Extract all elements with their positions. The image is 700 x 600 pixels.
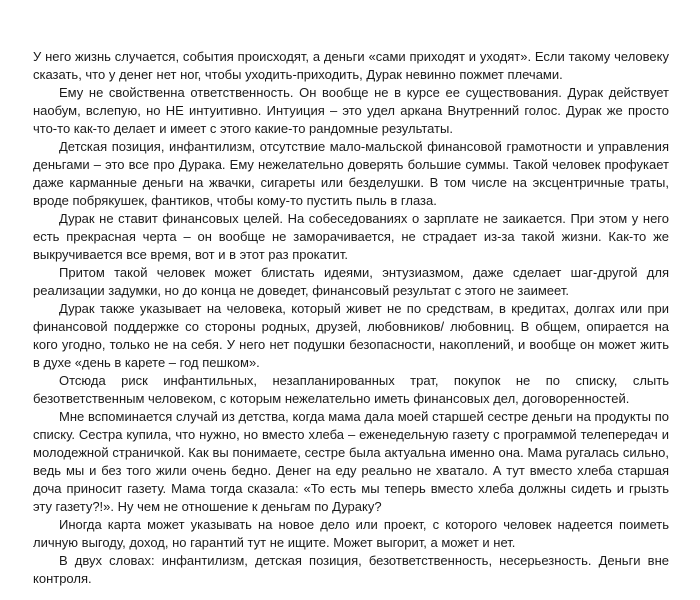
paragraph-new-project: Иногда карта может указывать на новое дело или проект, с которого человек надеется поиметь личную выгоду, доход, но гарантий тут не ищите. Может выгорит, а может и нет. [33, 517, 669, 550]
paragraph-intro: У него жизнь случается, события происходят, а деньги «сами приходят и уходят». Если такому человеку сказать, что у денег нет ног, чтобы уходить-приходить, Дурак невинно пожмет плечами. [33, 49, 669, 82]
paragraph-infantilism: Детская позиция, инфантилизм, отсутствие мало-мальской финансовой грамотности и управления деньгами – это все про Дурака. Ему нежелательно доверять большие суммы. Такой человек профукает даже карманные деньги на жвачки, сигареты или безделушки. В том числе на эксцентричные траты, вроде побрякушек, фантиков, чтобы кому-то пустить пыль в глаза. [33, 139, 669, 208]
paragraph-risk: Отсюда риск инфантильных, незапланированных трат, покупок не по списку, слыть безответственным человеком, с которым нежелательно иметь финансовых дел, договоренностей. [33, 373, 669, 406]
paragraph-ideas: Притом такой человек может блистать идеями, энтузиазмом, даже сделает шаг-другой для реализации задумки, но до конца не доведет, финансовый результат с этого не заимеет. [33, 265, 669, 298]
paragraph-summary: В двух словах: инфантилизм, детская позиция, безответственность, несерьезность. Деньги вне контроля. [33, 553, 669, 586]
paragraph-goals: Дурак не ставит финансовых целей. На собеседованиях о зарплате не заикается. При этом у него есть прекрасная черта – он вообще не заморачивается, не страдает из-за такой жизни. Как-то же выкручивается все время, вот и в этот раз прокатит. [33, 211, 669, 262]
document-body [33, 48, 669, 588]
paragraph-childhood-story: Мне вспоминается случай из детства, когда мама дала моей старшей сестре деньги на продукты по списку. Сестра купила, что нужно, но вместо хлеба – еженедельную газету с программой телепередач и молодежной страничкой. Как вы понимаете, сестре была актуальна именно она. Мама ругалась сильно, ведь мы и без того жили очень бедно. Денег на еду реально не хватало. А тут вместо хлеба старшая доча приносит газету. Мама тогда сказала: «То есть мы теперь вместо хлеба должны сидеть и грызть эту газету?!». Ну чем не отношение к деньгам по Дураку? [33, 409, 669, 514]
paragraph-means: Дурак также указывает на человека, который живет не по средствам, в кредитах, долгах или при финансовой поддержке со стороны родных, друзей, любовников/ любовниц. В общем, опирается на кого угодно, только не на себя. У него нет подушки безопасности, накоплений, и вообще он может жить в духе «день в карете – год пешком». [33, 301, 669, 370]
paragraph-responsibility: Ему не свойственна ответственность. Он вообще не в курсе ее существования. Дурак действует наобум, вслепую, но НЕ интуитивно. Интуиция – это удел аркана Внутренний голос. Дурак же просто что-то как-то делает и имеет с этого какие-то рандомные результаты. [33, 85, 669, 136]
